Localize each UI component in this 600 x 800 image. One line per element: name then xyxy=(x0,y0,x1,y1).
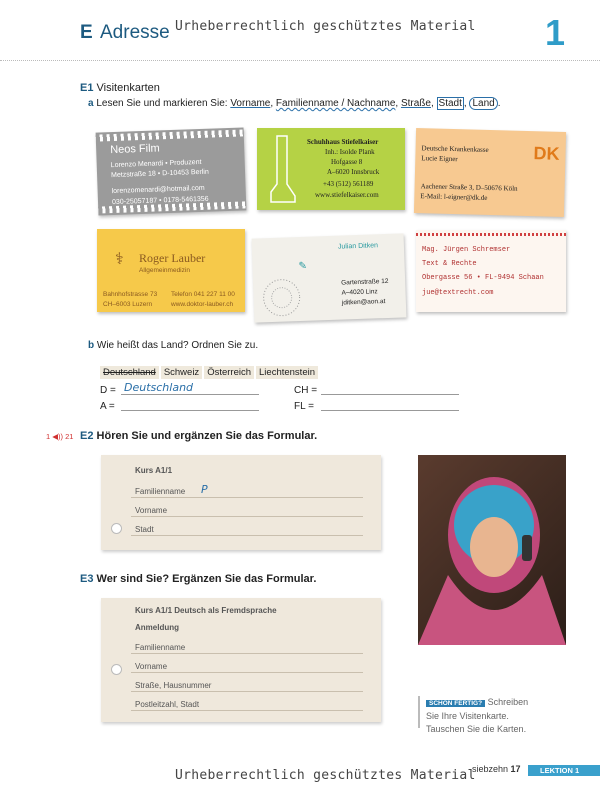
business-card-stiefelkaiser xyxy=(257,128,405,210)
card6-line4: jue@textrecht.com xyxy=(422,289,494,297)
page-word: siebzehn xyxy=(472,764,509,774)
card4-line3: Telefon 041 227 11 00 xyxy=(171,291,235,298)
form-e3-vorname-label: Vorname xyxy=(135,662,168,671)
card6-border xyxy=(416,233,566,236)
tip-line2: Sie Ihre Visitenkarte. xyxy=(426,711,509,721)
card4-line4: www.doktor-lauber.ch xyxy=(171,301,234,308)
card5-line1: Gartenstraße 12 xyxy=(341,277,389,287)
card1-line4: 030-25057187 • 0178-5461356 xyxy=(111,195,209,207)
card4-sub: Allgemeinmedizin xyxy=(139,267,190,274)
form-e3-strasse-label: Straße, Hausnummer xyxy=(135,681,212,690)
section-letter: E xyxy=(80,22,93,43)
field-ch[interactable] xyxy=(321,383,459,395)
punch-hole xyxy=(111,523,122,534)
e1-heading xyxy=(80,82,160,94)
page-digit: 17 xyxy=(510,764,521,774)
form-e2-vorname-field[interactable] xyxy=(131,516,363,517)
mark-stadt: Stadt xyxy=(438,98,462,109)
card6-line3: Obergasse 56 • FL-9494 Schaan xyxy=(422,274,544,282)
tip-line3: Tauschen Sie die Karten. xyxy=(426,724,527,734)
e1-title: Visitenkarten xyxy=(96,82,160,94)
card1-title: Neos Film xyxy=(110,142,160,157)
watermark-top: Urheberrechtlich geschütztes Material xyxy=(175,19,476,34)
option-oesterreich: Österreich xyxy=(204,366,254,379)
seed-icon: ✎ xyxy=(298,260,308,273)
label-fl: FL = xyxy=(294,401,314,412)
unit-number: 1 xyxy=(545,12,566,53)
photo-woman-on-phone xyxy=(418,455,566,645)
form-e2-heading: Kurs A1/1 xyxy=(135,466,173,475)
card2-line1: Schuhhaus Stiefelkaiser xyxy=(307,138,379,146)
country-options xyxy=(100,362,320,380)
business-card-julian-ditken xyxy=(252,233,407,322)
mark-land: Land xyxy=(469,97,497,110)
business-card-schremser xyxy=(416,230,566,312)
task-a: a Lesen Sie und markieren Sie: Vorname, Familienname / Nachname, Straße, Stadt , Land . xyxy=(88,98,501,109)
label-a: A = xyxy=(100,401,115,412)
form-e2-familienname-field[interactable] xyxy=(131,497,363,498)
form-e3-vorname-field[interactable] xyxy=(131,672,363,673)
section-title: Adresse xyxy=(100,22,170,43)
e2-title: Hören Sie und ergänzen Sie das Formular. xyxy=(96,430,318,442)
label-ch: CH = xyxy=(294,385,318,396)
answer-d: Deutschland xyxy=(124,381,194,394)
e3-heading xyxy=(80,573,316,585)
e3-title: Wer sind Sie? Ergänzen Sie das Formular. xyxy=(96,573,317,585)
option-deutschland: Deutschland xyxy=(100,366,159,379)
lektion-badge: LEKTION 1 xyxy=(528,765,600,776)
audio-track[interactable]: 1 ◀)) 21 xyxy=(46,432,74,441)
card4-name: Roger Lauber xyxy=(139,251,206,265)
option-liechtenstein: Liechtenstein xyxy=(256,366,318,379)
e2-heading xyxy=(80,430,317,442)
caduceus-icon: ⚕ xyxy=(115,251,124,268)
mark-familienname: Familienname / Nachname xyxy=(275,98,396,109)
card6-line2: Text & Rechte xyxy=(422,260,477,268)
card5-line3: jditken@aon.at xyxy=(341,298,386,307)
business-card-krankenkasse xyxy=(414,128,566,217)
card1-line1: Lorenzo Menardi • Produzent xyxy=(110,158,202,170)
field-a[interactable] xyxy=(121,399,259,411)
watermark-bottom: Urheberrechtlich geschütztes Material xyxy=(175,768,476,783)
form-e3-familienname-field[interactable] xyxy=(131,653,363,654)
photo-illustration xyxy=(418,455,566,645)
tip-line1: Schreiben xyxy=(487,697,529,707)
card1-line3: lorenzomenardi@hotmail.com xyxy=(111,184,205,196)
card2-line5: +43 (512) 561189 xyxy=(323,180,374,188)
card3-line4: E-Mail: l-eigner@dk.de xyxy=(420,192,488,202)
page-number xyxy=(472,764,521,774)
e1-label: E1 xyxy=(80,82,94,94)
field-fl[interactable] xyxy=(321,399,459,411)
tip-badge: SCHON FERTIG? xyxy=(426,700,485,707)
card2-line6: www.stiefelkaiser.com xyxy=(315,191,379,199)
form-e3-subheading: Anmeldung xyxy=(135,623,179,632)
film-strip-top xyxy=(96,129,244,141)
card3-logo: DK xyxy=(533,143,560,164)
form-e2-vorname-label: Vorname xyxy=(135,506,168,515)
task-a-letter: a xyxy=(88,98,94,109)
form-e3-plz-stadt-field[interactable] xyxy=(131,710,363,711)
dandelion-icon xyxy=(259,275,304,319)
card2-line2: Inh.: Isolde Plank xyxy=(325,148,375,156)
form-e3-strasse-field[interactable] xyxy=(131,691,363,692)
tip-box xyxy=(426,696,528,736)
form-e3-familienname-label: Familienname xyxy=(135,643,186,652)
card4-line2: CH–6003 Luzern xyxy=(103,301,153,308)
task-b-letter: b xyxy=(88,340,95,351)
punch-hole xyxy=(111,664,122,675)
header-divider xyxy=(0,60,600,61)
form-e2-familienname-label: Familienname xyxy=(135,487,186,496)
task-b xyxy=(88,340,258,351)
form-e2-familienname-answer: P xyxy=(201,483,208,496)
e2-label: E2 xyxy=(80,430,94,442)
card3-line3: Aachener Straße 3, D–50676 Köln xyxy=(420,182,518,193)
card1-line2: Metzstraße 18 • D-10453 Berlin xyxy=(110,168,209,180)
mark-strasse: Straße xyxy=(400,98,431,109)
card5-line2: A–4020 Linz xyxy=(341,288,378,297)
e3-label: E3 xyxy=(80,573,94,585)
tip-bracket xyxy=(418,696,420,728)
card5-name: Julian Ditken xyxy=(337,242,379,251)
business-card-neos-film xyxy=(96,127,247,215)
option-schweiz: Schweiz xyxy=(161,366,202,379)
form-e3-heading: Kurs A1/1 Deutsch als Fremdsprache xyxy=(135,606,277,615)
form-e3-plz-stadt-label: Postleitzahl, Stadt xyxy=(135,700,200,709)
label-d: D = xyxy=(100,385,116,396)
form-e2 xyxy=(101,455,381,550)
card3-line1: Deutsche Krankenkasse xyxy=(421,144,489,154)
task-a-text: Lesen Sie und markieren Sie: xyxy=(96,98,228,109)
business-card-roger-lauber xyxy=(97,229,245,312)
task-b-text: Wie heißt das Land? Ordnen Sie zu. xyxy=(96,340,259,351)
mark-vorname: Vorname xyxy=(230,98,271,109)
card6-line1: Mag. Jürgen Schremser xyxy=(422,246,511,254)
form-e2-stadt-field[interactable] xyxy=(131,535,363,536)
card4-line1: Bahnhofstrasse 73 xyxy=(103,291,158,298)
form-e2-stadt-label: Stadt xyxy=(135,525,154,534)
boot-icon xyxy=(267,134,297,206)
card3-line2: Lucie Eigner xyxy=(421,154,458,164)
form-e3 xyxy=(101,598,381,722)
card2-line4: A–6020 Innsbruck xyxy=(327,168,380,176)
card2-line3: Hofgasse 8 xyxy=(331,158,363,166)
